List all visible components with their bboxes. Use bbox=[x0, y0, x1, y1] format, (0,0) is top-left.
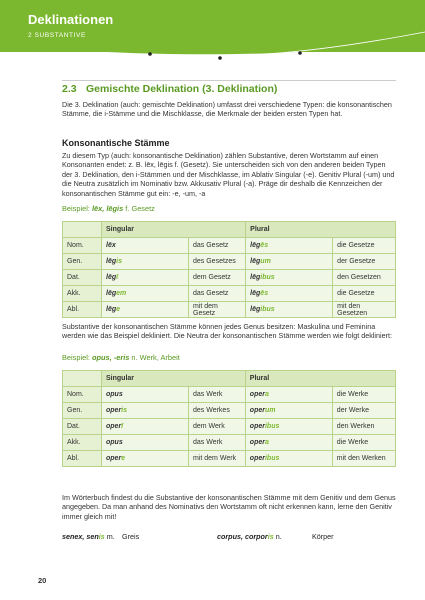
case-label: Abl. bbox=[63, 451, 102, 467]
chapter-subtitle: 2 SUBSTANTIVE bbox=[28, 32, 86, 39]
section-heading bbox=[62, 83, 277, 95]
german-translation: mit dem Gesetz bbox=[189, 302, 246, 318]
german-translation: das Gesetz bbox=[189, 238, 246, 254]
table-row bbox=[63, 302, 396, 318]
table-header-row bbox=[63, 222, 396, 238]
intro-paragraph: Die 3. Deklination (auch: gemischte Deklination) umfasst drei verschiedene Typen: die konsonantischen Stämme, die i-Stämme und die Mischklasse, die Merkmale der beiden ersten Typen hat. bbox=[62, 100, 392, 119]
latin-form: lēgis bbox=[102, 254, 189, 270]
example-1-prefix: Beispiel: bbox=[62, 204, 92, 213]
latin-form: lēgum bbox=[246, 254, 333, 270]
table-row bbox=[63, 451, 396, 467]
latin-form: operibus bbox=[245, 451, 332, 467]
vocab-latin: corpus, corporis n. bbox=[217, 532, 282, 541]
table-row bbox=[63, 419, 396, 435]
latin-form: lēx bbox=[102, 238, 189, 254]
german-translation: das Werk bbox=[189, 435, 246, 451]
table-row bbox=[63, 286, 396, 302]
latin-form: lēge bbox=[102, 302, 189, 318]
german-translation: die Werke bbox=[332, 435, 395, 451]
dictionary-paragraph: Im Wörterbuch findest du die Substantive der konsonantischen Stämme mit dem Genitiv und dem Genus angegeben. Da man anhand des Nominativs den Wortstamm oft nicht erkennen kann, lerne den Genitiv immer gleich mit! bbox=[62, 493, 396, 521]
table-row bbox=[63, 238, 396, 254]
latin-form: opere bbox=[102, 451, 189, 467]
case-label: Nom. bbox=[63, 238, 102, 254]
vocab-german: Greis bbox=[122, 532, 140, 541]
table-row bbox=[63, 403, 396, 419]
latin-form: lēgem bbox=[102, 286, 189, 302]
table-row bbox=[63, 435, 396, 451]
german-translation: die Gesetze bbox=[333, 238, 396, 254]
explanation-paragraph: Zu diesem Typ (auch: konsonantische Deklination) zählen Substantive, deren Wortstamm auf einen Konsonanten endet: z. B. lēx, lēgis f. (Gesetz). Sie unterscheiden sich von den anderen beiden Typen der 3. Deklination, den i-Stämmen und der Mischklasse, im Ablativ Singular (-e). Genitiv Plural (-um) und die Neutra zusätzlich im Nominativ bzw. Akkusativ Plural (-a). Präge dir deshalb die Kennzeichen der konsonantischen Stämme gut ein: -e, -um, -a bbox=[62, 151, 395, 198]
neuter-paragraph: Substantive der konsonantischen Stämme können jedes Genus besitzen: Maskulina und Feminina werden wie das Beispiel dekliniert. Die Neutra der konsonantischen Stämme werden wie folgt dekliniert: bbox=[62, 322, 392, 341]
table-row bbox=[63, 254, 396, 270]
example-1 bbox=[62, 204, 155, 213]
german-translation: mit den Werken bbox=[332, 451, 395, 467]
case-label: Gen. bbox=[63, 403, 102, 419]
chapter-title: Deklinationen bbox=[28, 12, 114, 27]
german-translation: der Werke bbox=[332, 403, 395, 419]
example-2-suffix: n. Werk, Arbeit bbox=[129, 353, 180, 362]
section-divider bbox=[62, 80, 396, 81]
case-label: Akk. bbox=[63, 286, 102, 302]
case-label: Gen. bbox=[63, 254, 102, 270]
latin-form: operis bbox=[102, 403, 189, 419]
table-header-cell bbox=[63, 222, 102, 238]
example-1-word: lēx, lēgis bbox=[92, 204, 124, 213]
latin-form: lēgibus bbox=[246, 270, 333, 286]
table-header-cell: Singular bbox=[102, 222, 246, 238]
german-translation: das Werk bbox=[189, 387, 246, 403]
case-label: Nom. bbox=[63, 387, 102, 403]
table-row bbox=[63, 270, 396, 286]
latin-form: operibus bbox=[245, 419, 332, 435]
case-label: Dat. bbox=[63, 419, 102, 435]
case-label: Abl. bbox=[63, 302, 102, 318]
case-label: Dat. bbox=[63, 270, 102, 286]
german-translation: der Gesetze bbox=[333, 254, 396, 270]
table-header-cell: Singular bbox=[102, 371, 246, 387]
case-label: Akk. bbox=[63, 435, 102, 451]
subheading: Konsonantische Stämme bbox=[62, 138, 170, 148]
latin-form: lēgibus bbox=[246, 302, 333, 318]
page-number: 20 bbox=[38, 576, 47, 585]
section-number: 2.3 bbox=[62, 83, 77, 95]
german-translation: die Werke bbox=[332, 387, 395, 403]
german-translation: das Gesetz bbox=[189, 286, 246, 302]
section-title-text: Gemischte Deklination (3. Deklination) bbox=[86, 83, 278, 95]
table-header-row bbox=[63, 371, 396, 387]
german-translation: den Gesetzen bbox=[333, 270, 396, 286]
example-2-prefix: Beispiel: bbox=[62, 353, 92, 362]
german-translation: mit dem Werk bbox=[189, 451, 246, 467]
latin-form: lēgī bbox=[102, 270, 189, 286]
declension-table-opus bbox=[62, 370, 396, 467]
latin-form: opus bbox=[102, 435, 189, 451]
german-translation: mit den Gesetzen bbox=[333, 302, 396, 318]
german-translation: des Gesetzes bbox=[189, 254, 246, 270]
latin-form: opus bbox=[102, 387, 189, 403]
table-header-cell: Plural bbox=[245, 371, 395, 387]
german-translation: des Werkes bbox=[189, 403, 246, 419]
example-2-word: opus, -eris bbox=[92, 353, 130, 362]
latin-form: opera bbox=[245, 387, 332, 403]
vocab-german: Körper bbox=[312, 532, 334, 541]
german-translation: dem Gesetz bbox=[189, 270, 246, 286]
german-translation: den Werken bbox=[332, 419, 395, 435]
declension-table-lex bbox=[62, 221, 396, 318]
table-header-cell bbox=[63, 371, 102, 387]
latin-form: opera bbox=[245, 435, 332, 451]
latin-form: lēgēs bbox=[246, 238, 333, 254]
latin-form: operum bbox=[245, 403, 332, 419]
latin-form: lēgēs bbox=[246, 286, 333, 302]
german-translation: die Gesetze bbox=[333, 286, 396, 302]
table-row bbox=[63, 387, 396, 403]
table-header-cell: Plural bbox=[246, 222, 396, 238]
vocab-latin: senex, senis m. bbox=[62, 532, 115, 541]
german-translation: dem Werk bbox=[189, 419, 246, 435]
latin-form: operī bbox=[102, 419, 189, 435]
example-2 bbox=[62, 353, 180, 362]
example-1-suffix: f. Gesetz bbox=[123, 204, 155, 213]
